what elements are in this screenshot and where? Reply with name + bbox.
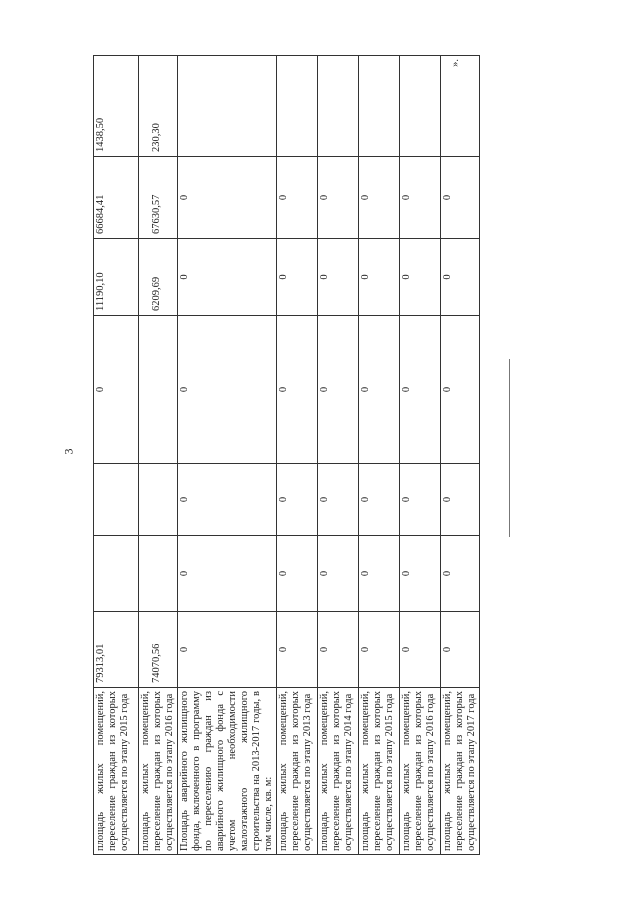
cell-value	[277, 56, 318, 157]
cell-value: 0	[441, 536, 480, 612]
cell-value: 0	[318, 239, 359, 316]
cell-value: 0	[441, 239, 480, 316]
signature-rule	[509, 359, 510, 537]
cell-value: 0	[400, 464, 441, 536]
row-label: Площадь аварийного жилищного фонда, включенного в программу по переселению граждан из аварийного жилищного фонда с учетом необходимости малоэтажного жилищного строительства на 2013-2017 годы, в том числе, кв. м:	[178, 688, 277, 855]
cell-value: 67630,57	[139, 157, 178, 239]
cell-value: 0	[400, 536, 441, 612]
cell-value: 11190,10	[94, 239, 139, 316]
cell-value: 0	[359, 612, 400, 688]
page-number: 3	[61, 448, 76, 455]
cell-value: 0	[359, 157, 400, 239]
table-row	[94, 56, 139, 855]
cell-value	[400, 56, 441, 157]
cell-value: 0	[441, 316, 480, 464]
cell-value: 0	[400, 239, 441, 316]
cell-value: 0	[359, 239, 400, 316]
cell-value: 230,30	[139, 56, 178, 157]
row-label: площадь жилых помещений, переселение граждан из которых осуществляется по этапу 2017 года	[441, 688, 480, 855]
cell-value: 0	[277, 239, 318, 316]
table-row	[277, 56, 318, 855]
row-label: площадь жилых помещений, переселение граждан из которых осуществляется по этапу 2016 года	[400, 688, 441, 855]
cell-value: 0	[318, 536, 359, 612]
cell-value: 0	[178, 612, 277, 688]
cell-value: 0	[318, 157, 359, 239]
cell-value: 0	[441, 612, 480, 688]
row-label: площадь жилых помещений, переселение граждан из которых осуществляется по этапу 2016 года	[139, 688, 178, 855]
cell-value: 0	[318, 316, 359, 464]
table-row	[318, 56, 359, 855]
data-table	[93, 55, 480, 855]
cell-value: 0	[441, 157, 480, 239]
row-label: площадь жилых помещений, переселение граждан из которых осуществляется по этапу 2013 года	[277, 688, 318, 855]
cell-value: 0	[359, 316, 400, 464]
cell-value	[178, 56, 277, 157]
cell-value: 6209,69	[139, 239, 178, 316]
row-label: площадь жилых помещений, переселение граждан из которых осуществляется по этапу 2015 года	[94, 688, 139, 855]
cell-value: 0	[277, 464, 318, 536]
table-row	[359, 56, 400, 855]
cell-value: 0	[178, 157, 277, 239]
row-label: площадь жилых помещений, переселение граждан из которых осуществляется по этапу 2015 года	[359, 688, 400, 855]
cell-value	[94, 464, 139, 536]
cell-value: 0	[178, 536, 277, 612]
cell-value: 0	[178, 239, 277, 316]
cell-value: 0	[318, 464, 359, 536]
data-table-wrapper	[93, 56, 477, 855]
cell-value	[139, 316, 178, 464]
cell-value: 0	[277, 536, 318, 612]
cell-value	[139, 536, 178, 612]
table-row	[441, 56, 480, 855]
row-label: площадь жилых помещений, переселение граждан из которых осуществляется по этапу 2014 года	[318, 688, 359, 855]
cell-value: 0	[400, 612, 441, 688]
cell-value	[318, 56, 359, 157]
cell-value: 0	[94, 316, 139, 464]
cell-value	[359, 56, 400, 157]
table-row	[178, 56, 277, 855]
cell-value: 66684,41	[94, 157, 139, 239]
cell-value	[139, 464, 178, 536]
cell-value: 79313,01	[94, 612, 139, 688]
cell-value: 0	[359, 464, 400, 536]
closing-mark: ».	[450, 59, 461, 67]
cell-value: 0	[178, 316, 277, 464]
cell-value: 0	[277, 612, 318, 688]
table-row	[139, 56, 178, 855]
cell-value	[94, 536, 139, 612]
cell-value: 1438,50	[94, 56, 139, 157]
cell-value: 0	[441, 464, 480, 536]
rotated-table-frame	[93, 56, 477, 855]
cell-value: 0	[277, 316, 318, 464]
cell-value: 0	[277, 157, 318, 239]
cell-value: 0	[178, 464, 277, 536]
cell-value: 0	[400, 157, 441, 239]
cell-value: 0	[318, 612, 359, 688]
cell-closing	[441, 56, 480, 157]
cell-value: 0	[400, 316, 441, 464]
table-row	[400, 56, 441, 855]
cell-value: 74070,56	[139, 612, 178, 688]
cell-value: 0	[359, 536, 400, 612]
